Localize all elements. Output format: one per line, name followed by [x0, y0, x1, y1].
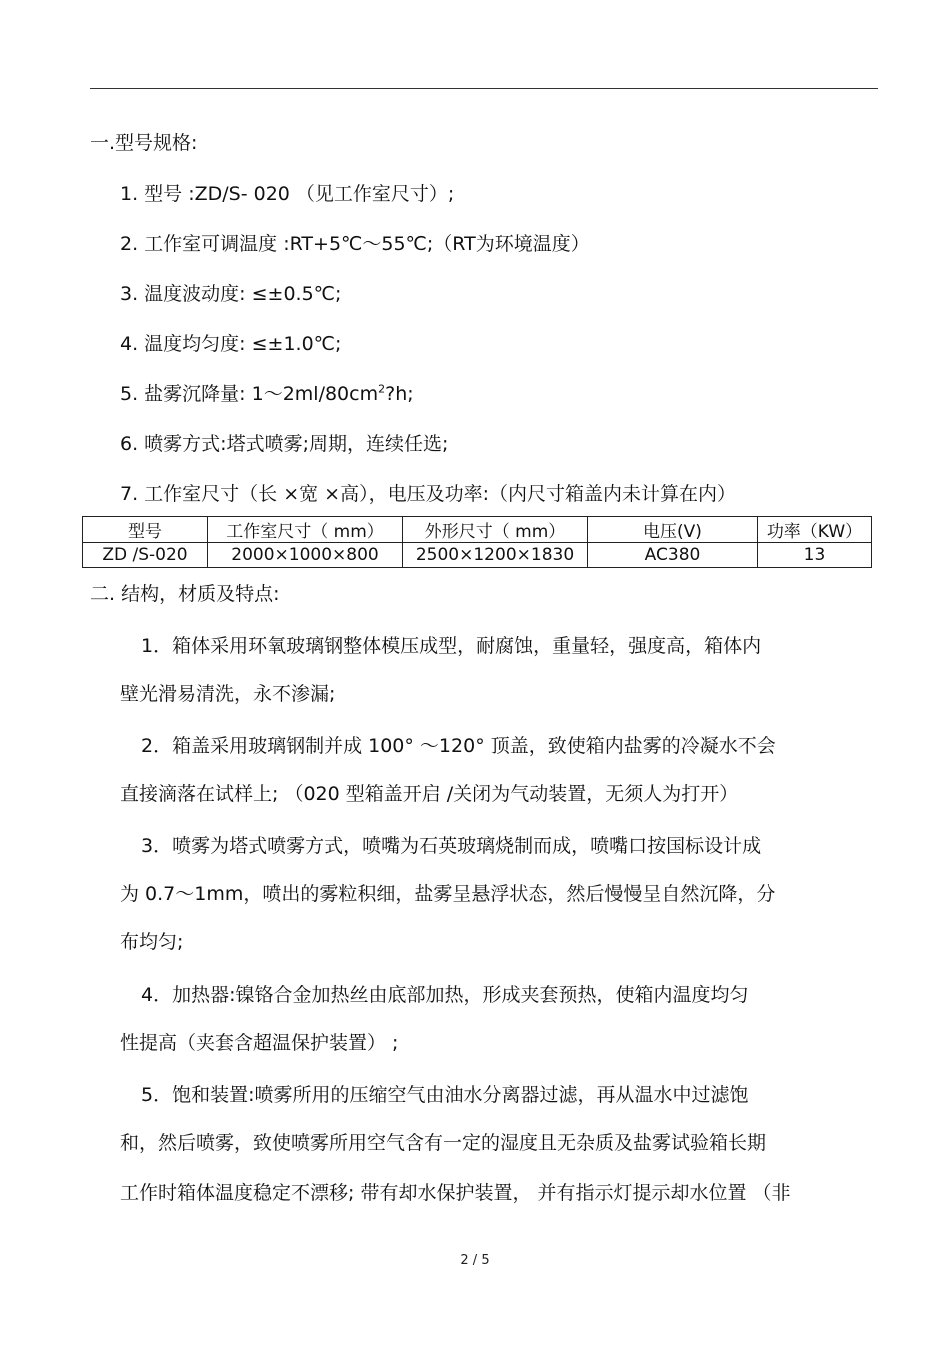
table-row	[83, 543, 872, 568]
table-header-row	[83, 517, 872, 543]
table-header-cell: 电压(V)	[588, 517, 758, 543]
spec-item-2: 2. 工作室可调温度 :RT+5℃～55℃;（RT为环境温度）	[120, 233, 590, 255]
spec-item-5-text: 5. 盐雾沉降量: 1～2ml/80cm	[120, 383, 379, 405]
table-header-cell: 外形尺寸（ mm）	[403, 517, 588, 543]
spec-item-1: 1. 型号 :ZD/S- 020 （见工作室尺寸）;	[120, 183, 455, 205]
section2-title: 二. 结构，材质及特点:	[90, 583, 280, 605]
table-cell: ZD /S-020	[83, 543, 208, 568]
paragraph-line: 为 0.7～1mm，喷出的雾粒积细，盐雾呈悬浮状态，然后慢慢呈自然沉降，分	[120, 883, 776, 905]
table-cell: 2000×1000×800	[208, 543, 403, 568]
table-cell: AC380	[588, 543, 758, 568]
spec-item-4: 4. 温度均匀度: ≤±1.0℃;	[120, 333, 342, 355]
table-header-cell: 功率（KW）	[758, 517, 872, 543]
paragraph-line: 工作时箱体温度稳定不漂移; 带有却水保护装置， 并有指示灯提示却水位置 （非	[120, 1182, 791, 1204]
spec-item-5-superscript: 2	[378, 382, 386, 396]
spec-item-5-unit: ?h;	[385, 383, 414, 405]
section1-title: 一.型号规格:	[90, 132, 198, 154]
paragraph-line: 直接滴落在试样上; （020 型箱盖开启 /关闭为气动装置，无须人为打开）	[120, 783, 739, 805]
spec-table	[82, 516, 872, 568]
paragraph-line: 壁光滑易清洗，永不渗漏;	[120, 683, 336, 705]
header-rule	[90, 88, 878, 89]
paragraph-line: 2．箱盖采用玻璃钢制并成 100° ～120° 顶盖，致使箱内盐雾的冷凝水不会	[141, 735, 776, 757]
table-header-cell: 型号	[83, 517, 208, 543]
spec-item-6: 6. 喷雾方式:塔式喷雾;周期，连续任选;	[120, 433, 449, 455]
paragraph-line: 布均匀;	[120, 931, 184, 953]
table-cell: 13	[758, 543, 872, 568]
paragraph-line: 和，然后喷雾，致使喷雾所用空气含有一定的湿度且无杂质及盐雾试验箱长期	[120, 1132, 767, 1154]
spec-item-7: 7. 工作室尺寸（长 ×宽 ×高），电压及功率:（内尺寸箱盖内未计算在内）	[120, 483, 736, 505]
spec-item-5	[120, 382, 414, 406]
table-cell: 2500×1200×1830	[403, 543, 588, 568]
paragraph-line: 3．喷雾为塔式喷雾方式，喷嘴为石英玻璃烧制而成，喷嘴口按国标设计成	[141, 835, 762, 857]
paragraph-line: 5．饱和装置:喷雾所用的压缩空气由油水分离器过滤，再从温水中过滤饱	[141, 1084, 749, 1106]
page-number: 2 / 5	[460, 1253, 490, 1268]
paragraph-line: 1．箱体采用环氧玻璃钢整体模压成型，耐腐蚀，重量轻，强度高，箱体内	[141, 635, 762, 657]
table-header-cell: 工作室尺寸（ mm）	[208, 517, 403, 543]
paragraph-line: 4．加热器:镍铬合金加热丝由底部加热，形成夹套预热，使箱内温度均匀	[141, 984, 749, 1006]
spec-item-3: 3. 温度波动度: ≤±0.5℃;	[120, 283, 342, 305]
paragraph-line: 性提高（夹套含超温保护装置） ;	[120, 1032, 399, 1054]
